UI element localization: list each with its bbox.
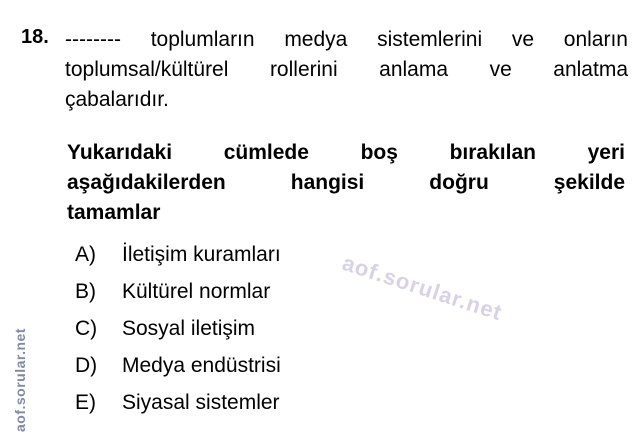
vertical-watermark: aof.sorular.net — [12, 328, 28, 432]
option-a — [75, 243, 281, 267]
option-c-letter: C) — [75, 317, 98, 340]
option-b-letter: B) — [75, 280, 96, 303]
prompt-line-2: aşağıdakilerden hangisi doğru şekilde — [67, 171, 625, 194]
option-a-letter: A) — [75, 243, 96, 266]
option-e-text: Siyasal sistemler — [122, 391, 280, 414]
question-line-1: -------- toplumların medya sistemlerini ve onların — [65, 28, 628, 51]
option-b-text: Kültürel normlar — [122, 280, 271, 303]
options-list — [75, 243, 281, 428]
option-e — [75, 391, 281, 415]
prompt-line-3: tamamlar — [67, 201, 161, 224]
option-a-text: İletişim kuramları — [122, 243, 281, 266]
option-c-text: Sosyal iletişim — [122, 317, 256, 340]
option-e-letter: E) — [75, 391, 96, 414]
question-number: 18. — [21, 26, 49, 48]
option-d-letter: D) — [75, 354, 98, 377]
question-text — [65, 25, 628, 115]
question-line-3: çabalarıdır. — [65, 88, 169, 111]
prompt-line-1: Yukarıdaki cümlede boş bırakılan yeri — [67, 141, 625, 164]
option-d — [75, 354, 281, 378]
option-d-text: Medya endüstrisi — [122, 354, 281, 377]
question-prompt — [67, 138, 625, 228]
question-line-2: toplumsal/kültürel rollerini anlama ve anlatma — [65, 58, 628, 81]
diagonal-watermark: aof.sorular.net — [339, 250, 506, 326]
option-b — [75, 280, 281, 304]
option-c — [75, 317, 281, 341]
